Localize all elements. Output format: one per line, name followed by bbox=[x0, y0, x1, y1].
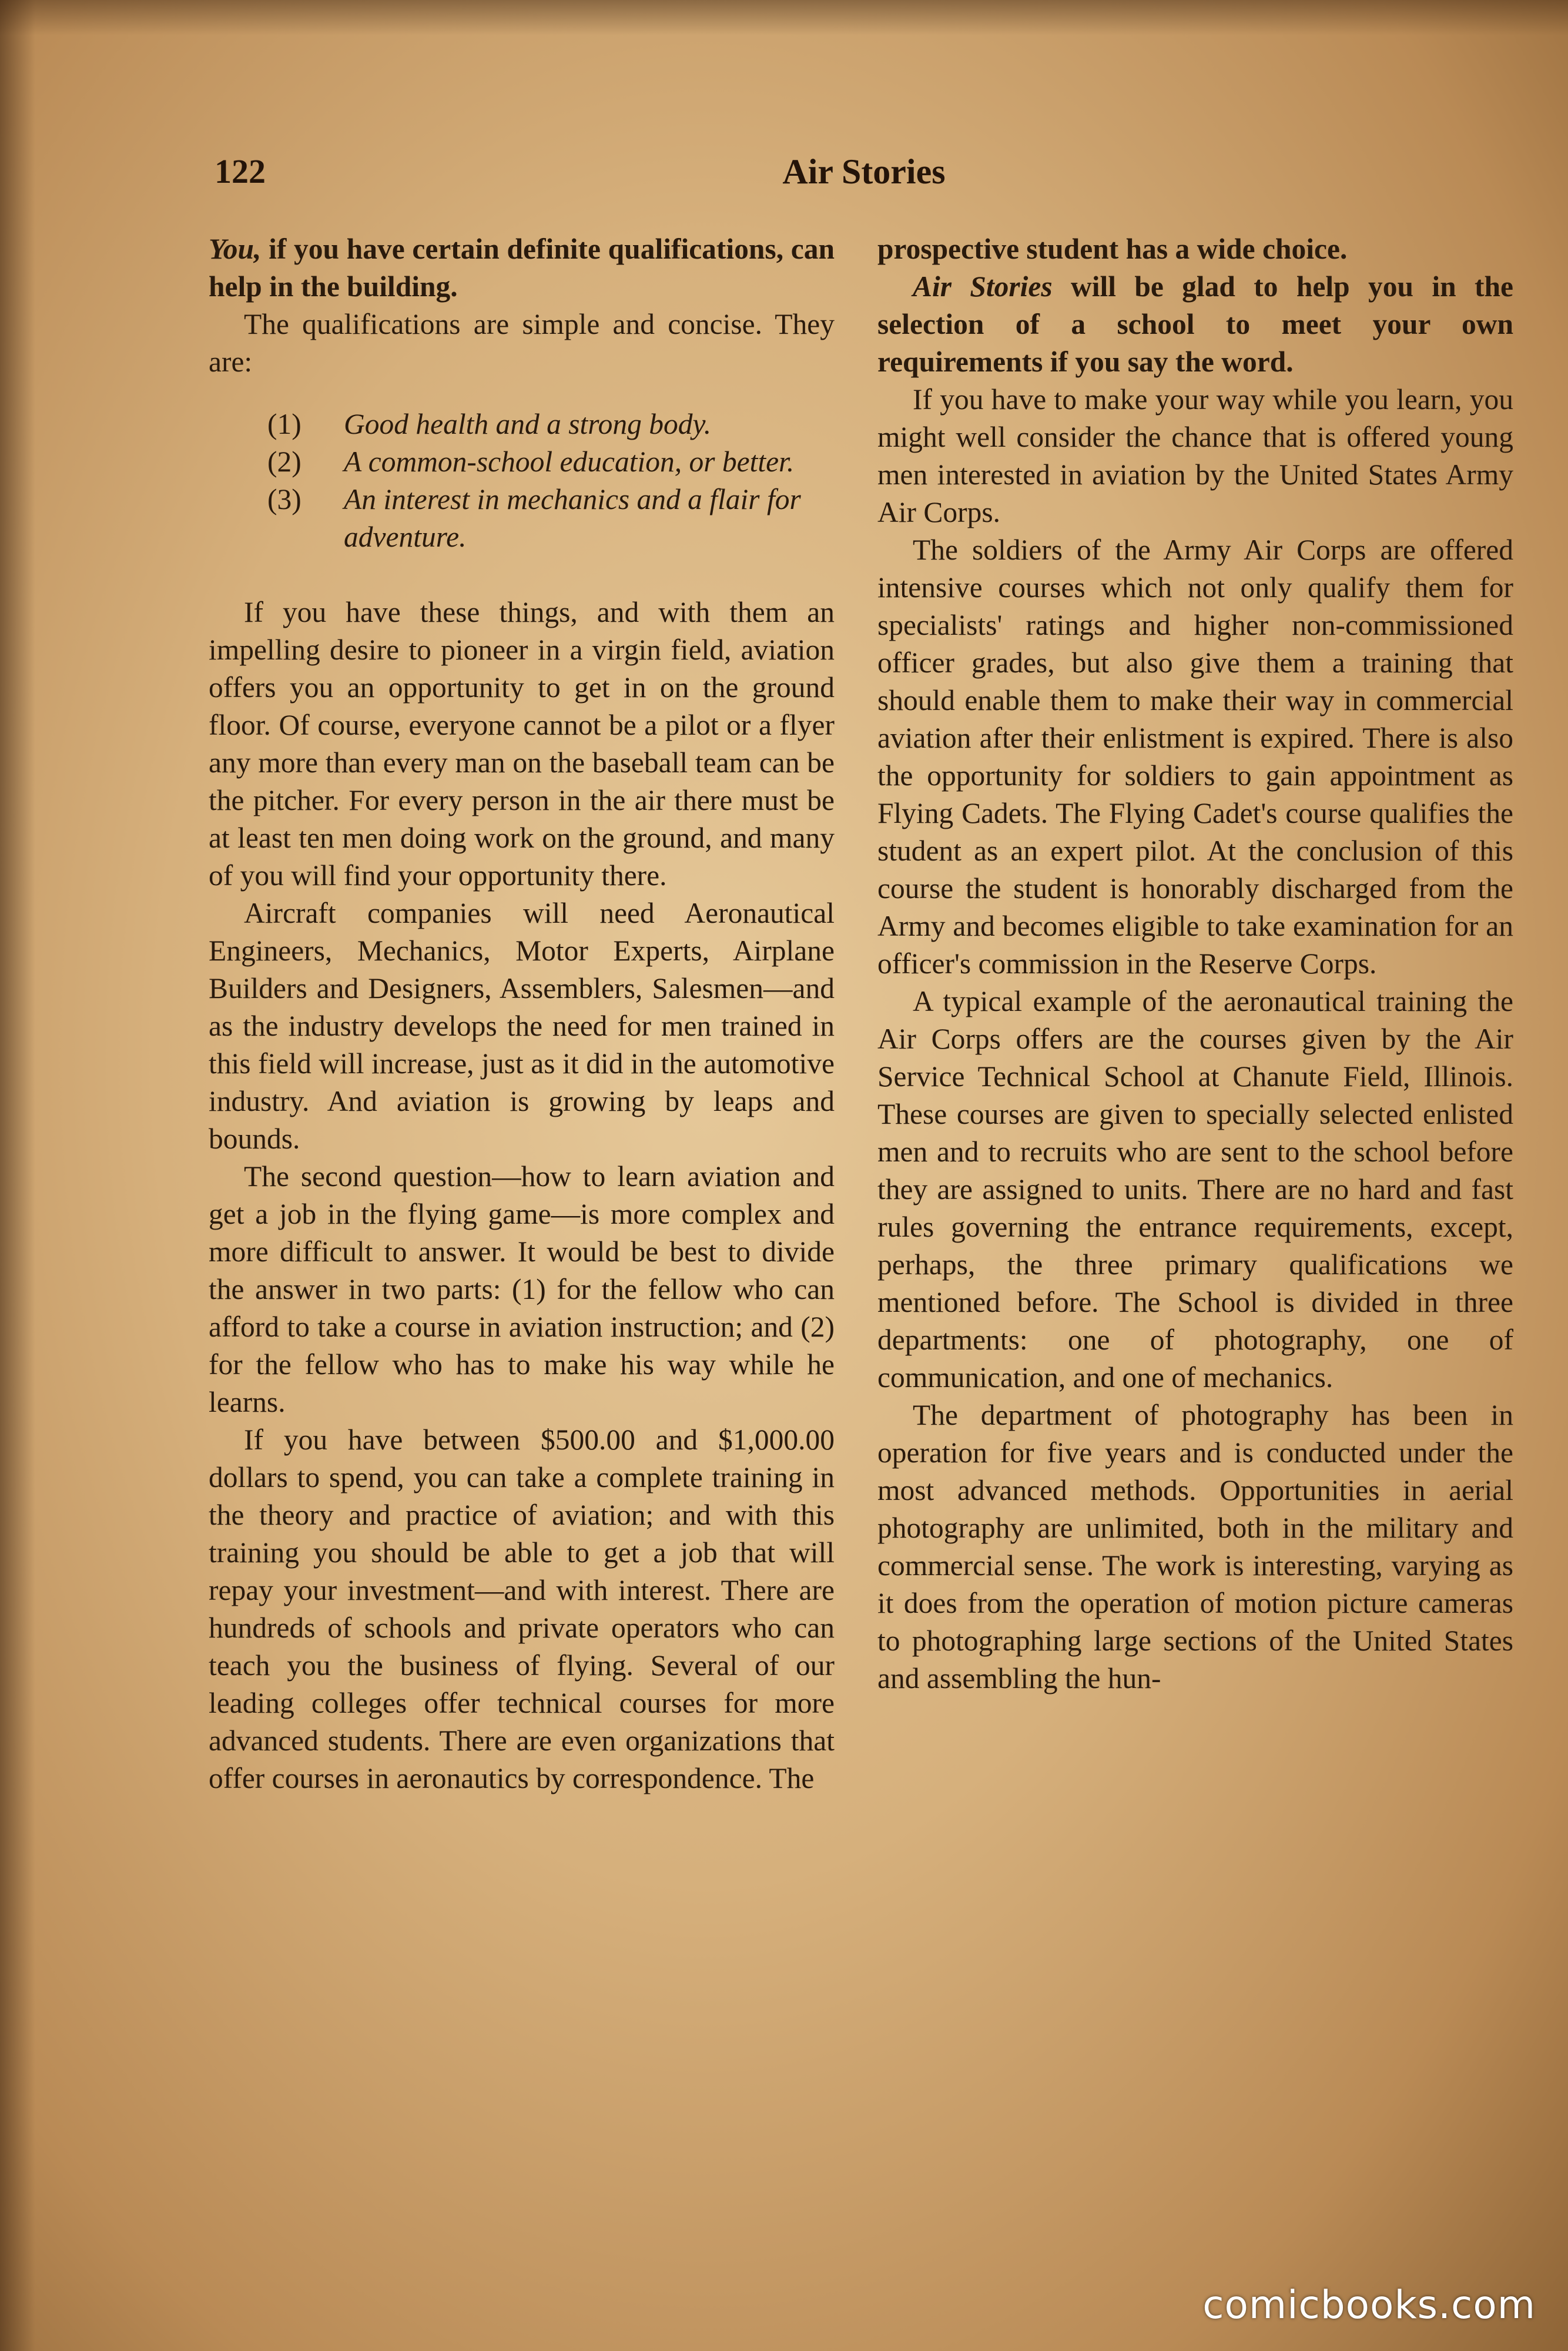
body-paragraph: If you have between $500.00 and $1,000.00 dollars to spend, you can take a complete training in the theory and practice of aviation; and with this training you should be able to get a job that will repay your investment—and with interest. There are hundreds of schools and private operators who can teach you the business of flying. Several of our leading colleges offer technical courses for more advanced students. There are even organizations that offer courses in aeronautics by correspondence. The bbox=[209, 1424, 835, 1794]
air-stories-italic: Air Stories bbox=[913, 270, 1053, 303]
intro-you: You, bbox=[209, 233, 262, 265]
body-paragraph: If you have these things, and with them an impelling desire to pioneer in a virgin field, aviation offers you an opportunity to get in on the ground floor. Of course, everyone cannot be a pilot or a flyer any more than every man on the baseball team can be the pitcher. For every person in the air there must be at least ten men doing work on the ground, and many of you will find your opportunity there. bbox=[209, 596, 835, 892]
page-number: 122 bbox=[215, 152, 266, 190]
page-shadow-top bbox=[0, 0, 1568, 35]
right-column bbox=[877, 230, 1513, 1697]
body-paragraph: The second question—how to learn aviation and get a job in the flying game—is more complex and more difficult to answer. It would be best to divide the answer in two parts: (1) for the fellow who can afford to take a course in aviation instruction; and (2) for the fellow who has to make his way while he learns. bbox=[209, 1160, 835, 1418]
list-item-number: (3) bbox=[267, 483, 301, 515]
body-paragraph: The soldiers of the Army Air Corps are offered intensive courses which not only qualify them for specialists' ratings and higher non-commissioned officer grades, but also give them a training that should enable them to make their way in commercial aviation after their enlistment is expired. There is also the opportunity for soldiers to gain appointment as Flying Cadets. The Flying Cadet's course qualifies the student as an expert pilot. At the conclusion of this course the student is honorably discharged from the Army and becomes eligible to take examination for an officer's commission in the Reserve Corps. bbox=[877, 534, 1513, 980]
list-item bbox=[267, 406, 835, 443]
list-item-number: (2) bbox=[267, 446, 301, 478]
running-title: Air Stories bbox=[782, 152, 946, 191]
list-item-text: Good health and a strong body. bbox=[344, 408, 712, 440]
list-item-text: An interest in mechanics and a flair for adventure. bbox=[344, 483, 801, 553]
continued-paragraph: prospective student has a wide choice. bbox=[877, 233, 1348, 265]
air-stories-rest: will be glad to help you in the selection of a school to meet your own requirements if you say the word. bbox=[877, 270, 1513, 378]
list-item-number: (1) bbox=[267, 408, 301, 440]
page-header bbox=[215, 152, 1513, 199]
intro-rest: if you have certain definite qualifications, can help in the building. bbox=[209, 233, 835, 303]
list-item bbox=[267, 443, 835, 481]
body-paragraph: A typical example of the aeronautical training the Air Corps offers are the courses given by the Air Service Technical School at Chanute Field, Illinois. These courses are given to specially selected enlisted men and to recruits who are sent to the school before they are assigned to units. There are no hard and fast rules governing the entrance requirements, except, perhaps, the three primary qualifications we mentioned before. The School is divided in three departments: one of photography, one of communication, and one of mechanics. bbox=[877, 985, 1513, 1394]
qualifications-list bbox=[267, 406, 835, 556]
body-paragraph: Aircraft companies will need Aeronautical Engineers, Mechanics, Motor Experts, Airplane Builders and Designers, Assemblers, Salesmen—and as the industry develops the need for men trained in this field will increase, just as it did in the automotive industry. And aviation is growing by leaps and bounds. bbox=[209, 897, 835, 1155]
qualifications-paragraph: The qualifications are simple and concise. They are: bbox=[209, 308, 835, 378]
list-item-text: A common-school education, or better. bbox=[344, 446, 795, 478]
list-item bbox=[267, 481, 835, 556]
left-column bbox=[209, 230, 835, 1797]
body-paragraph: If you have to make your way while you learn, you might well consider the chance that is offered young men interested in aviation by the United States Army Air Corps. bbox=[877, 383, 1513, 528]
page-shadow-left bbox=[0, 0, 35, 2351]
body-paragraph: The department of photography has been in operation for five years and is conducted under the most advanced methods. Opportunities in aerial photography are unlimited, both in the military and commercial sense. The work is interesting, varying as it does from the operation of motion picture cameras to photographing large sections of the United States and assembling the hun- bbox=[877, 1399, 1513, 1694]
intro-paragraph bbox=[209, 230, 835, 306]
watermark: comicbooks.com bbox=[1202, 2282, 1536, 2327]
air-stories-paragraph bbox=[877, 268, 1513, 381]
